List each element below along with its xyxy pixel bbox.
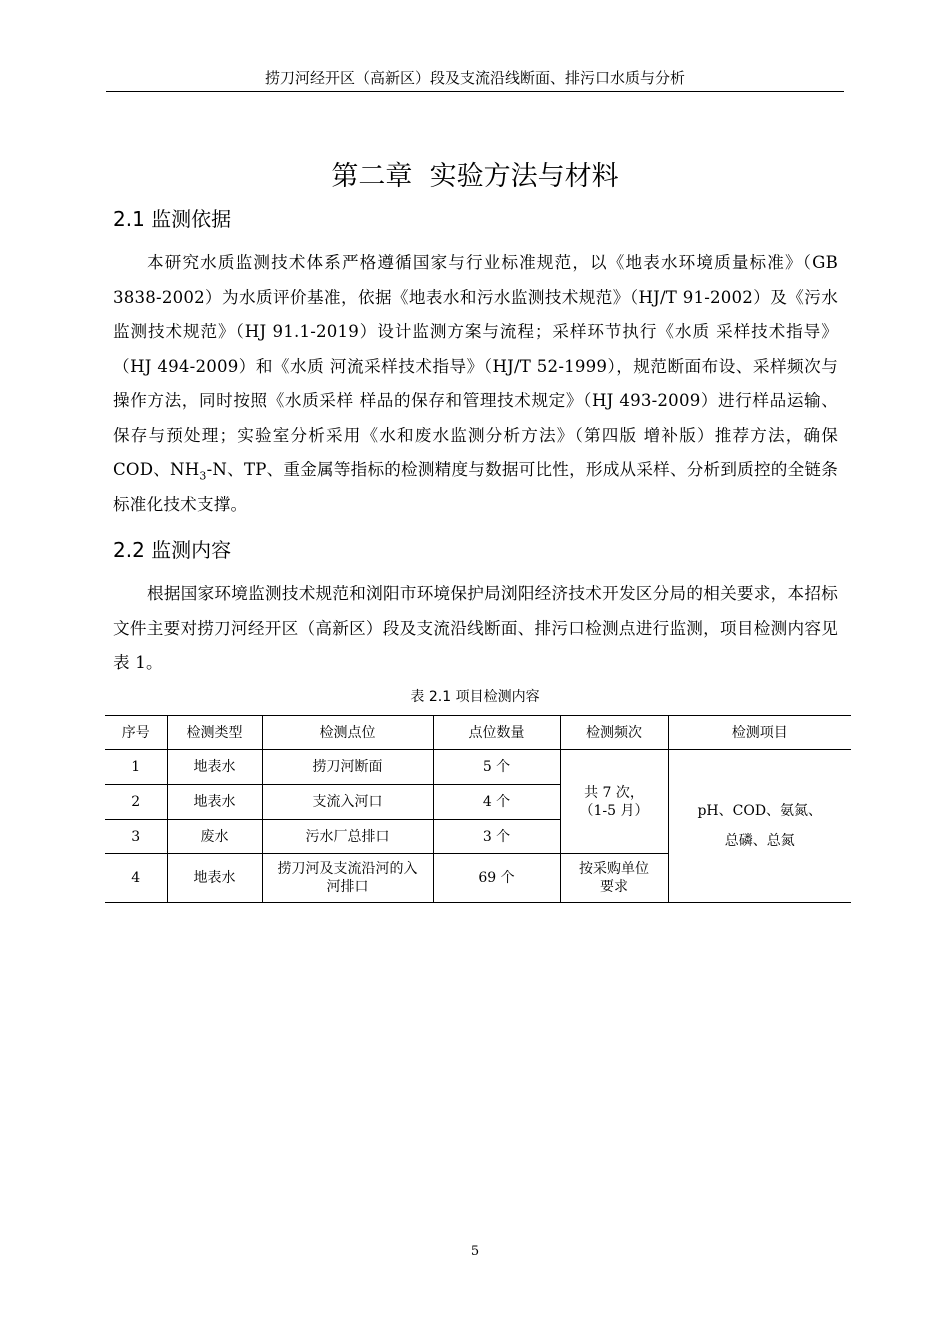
header-cell: 检测点位 xyxy=(262,716,433,750)
frequency-line-1: 共 7 次， xyxy=(584,784,644,801)
cell-items-merged xyxy=(668,750,851,903)
table-row xyxy=(105,750,851,785)
header-cell: 检测项目 xyxy=(668,716,851,750)
cell-type: 地表水 xyxy=(167,750,262,785)
header-cell: 检测频次 xyxy=(560,716,668,750)
section-heading-2-1: 2.1 监测依据 xyxy=(113,207,232,231)
section-heading-2-2: 2.2 监测内容 xyxy=(113,538,232,562)
cell-count: 4 个 xyxy=(433,785,560,820)
cell-index: 4 xyxy=(105,854,167,903)
cell-count: 3 个 xyxy=(433,820,560,854)
subscript-3: 3 xyxy=(199,469,207,483)
cell-type: 废水 xyxy=(167,820,262,854)
section-2-2-paragraph: 根据国家环境监测技术规范和浏阳市环境保护局浏阳经济技术开发区分局的相关要求，本招标文件主要对捞刀河经开区（高新区）段及支流沿线断面、排污口检测点进行监测，项目检测内容见表 1。 xyxy=(113,584,838,672)
cell-location: 捞刀河断面 xyxy=(262,750,433,785)
page-number: 5 xyxy=(470,1244,480,1259)
header-cell: 序号 xyxy=(105,716,167,750)
section-2-1-paragraph xyxy=(113,246,838,522)
paragraph-text-part2: -N、TP、重金属等指标的检测精度与数据可比性，形成从采样、分析到质控的全链条标准化技术支撑。 xyxy=(113,460,838,514)
cell-count: 69 个 xyxy=(433,854,560,903)
cell-location: 支流入河口 xyxy=(262,785,433,820)
header-cell: 点位数量 xyxy=(433,716,560,750)
cell-type: 地表水 xyxy=(167,785,262,820)
cell-frequency-merged xyxy=(560,750,668,854)
running-header: 捞刀河经开区（高新区）段及支流沿线断面、排污口水质与分析 xyxy=(264,69,685,87)
header-cell: 检测类型 xyxy=(167,716,262,750)
cell-index: 2 xyxy=(105,785,167,820)
table-caption: 表 2.1 项目检测内容 xyxy=(410,689,540,705)
frequency-line-2: （1-5 月） xyxy=(579,802,649,819)
items-line-1: pH、COD、氨氮、 xyxy=(697,803,823,819)
cell-location: 捞刀河及支流沿河的入河排口 xyxy=(262,854,433,903)
paragraph-text-part1: 本研究水质监测技术体系严格遵循国家与行业标准规范，以《地表水环境质量标准》（GB 3838-2002）为水质评价基准，依据《地表水和污水监测技术规范》（HJ/T 91-2002）及《污水监测技术规范》（HJ 91.1-2019）设计监测方案与流程；采样环节执行《水质 采样技术指导》（HJ 494-2009）和《水质 河流采样技术指导》（HJ/T 52-1999），规范断面布设、采样频次与操作方法，同时按照《水质采样 样品的保存和管理技术规定》（HJ 493-2009）进行样品运输、保存与预处理；实验室分析采用《水和废水监测分析方法》（第四版 增补版）推荐方法，确保COD、NH xyxy=(113,253,838,479)
monitoring-table xyxy=(105,715,851,903)
items-line-2: 总磷、总氮 xyxy=(724,833,795,849)
cell-frequency: 按采购单位要求 xyxy=(560,854,668,903)
cell-index: 1 xyxy=(105,750,167,785)
cell-type: 地表水 xyxy=(167,854,262,903)
cell-location: 污水厂总排口 xyxy=(262,820,433,854)
table-header-row xyxy=(105,716,851,750)
cell-index: 3 xyxy=(105,820,167,854)
header-rule xyxy=(106,91,844,92)
chapter-title: 第二章 实验方法与材料 xyxy=(331,161,619,192)
cell-count: 5 个 xyxy=(433,750,560,785)
